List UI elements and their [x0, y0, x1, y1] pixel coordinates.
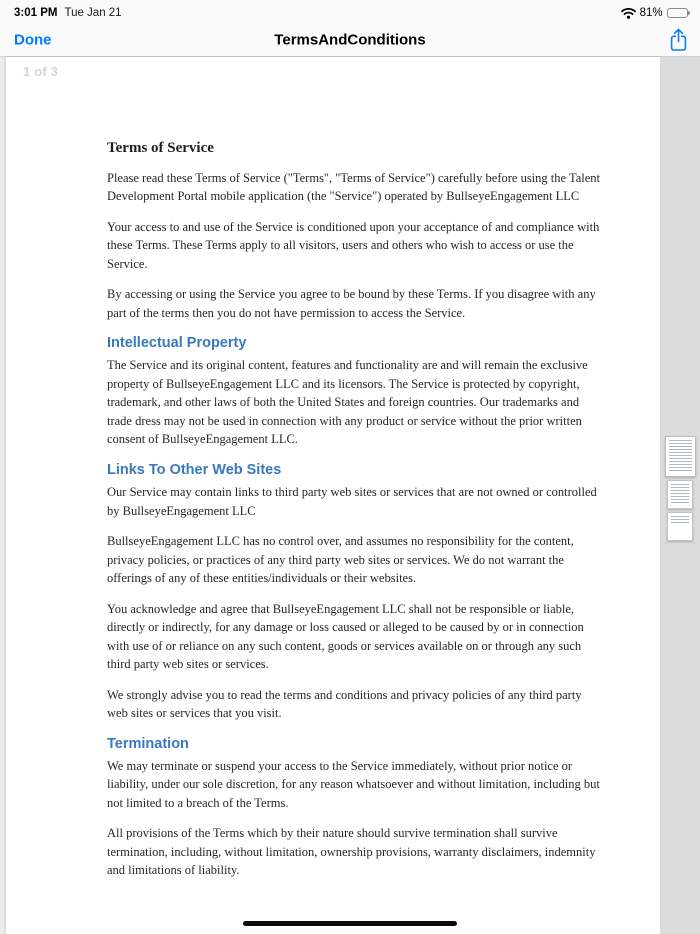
thumbnail-rail-list	[660, 436, 700, 541]
status-date: Tue Jan 21	[64, 7, 122, 19]
section-heading: Links To Other Web Sites	[107, 461, 282, 478]
thumbnail-text-preview	[671, 484, 689, 505]
top-chrome	[0, 0, 700, 56]
page-thumbnail-2[interactable]	[667, 480, 693, 509]
paragraph: BullseyeEngagement LLC has no control over, and assumes no responsibility for the content, privacy policies, or practices of any third party web sites or services. We do not warrant the offerings of any of these entities/individuals or their websites.	[107, 534, 574, 585]
status-left	[14, 7, 122, 19]
document-title: Terms of Service	[107, 140, 214, 156]
paragraph: Our Service may contain links to third party web sites or services that are not owned or controlled by BullseyeEngagement LLC	[107, 485, 597, 518]
paragraph: Your access to and use of the Service is conditioned upon your acceptance of and compliance with these Terms. These Terms apply to all visitors, users and others who wish to access or use the Service.	[107, 219, 600, 271]
nav-bar	[0, 24, 700, 56]
home-indicator[interactable]	[243, 921, 457, 926]
status-time: 3:01 PM	[14, 7, 58, 19]
nav-title: TermsAndConditions	[274, 31, 426, 49]
battery-percent-label: 81%	[639, 7, 663, 19]
document-page[interactable]	[6, 57, 660, 934]
share-icon	[669, 40, 688, 55]
share-button[interactable]	[669, 28, 688, 52]
battery-icon	[667, 8, 690, 19]
page-thumbnail-3[interactable]	[667, 512, 693, 541]
paragraph: You acknowledge and agree that BullseyeEngagement LLC shall not be responsible or liable, directly or indirectly, for any damage or loss caused or alleged to be caused by or in connection with use of or reliance on any such content, goods or services available on or through any such third party web sites or services.	[107, 601, 584, 671]
thumbnail-text-preview	[669, 440, 692, 473]
section-heading: Termination	[107, 735, 189, 752]
status-right	[621, 7, 690, 19]
wifi-icon	[621, 8, 636, 19]
paragraph: Please read these Terms of Service ("Terms", "Terms of Service") carefully before using the Talent Development Portal mobile application (the "Service") operated by BullseyeEngagement LLC	[107, 170, 601, 204]
thumbnail-rail[interactable]	[660, 57, 700, 934]
status-bar	[0, 0, 700, 24]
document-content	[107, 139, 604, 892]
section-heading: Intellectual Property	[107, 335, 247, 352]
paragraph: We may terminate or suspend your access to the Service immediately, without prior notice or liability, under our sole discretion, for any reason whatsoever and without limitation, including but not limited to a breach of the Terms.	[107, 758, 600, 810]
paragraph: By accessing or using the Service you agree to be bound by these Terms. If you disagree with any part of the terms then you do not have permission to access the Service.	[107, 287, 596, 320]
paragraph: We strongly advise you to read the terms and conditions and privacy policies of any third party web sites or services that you visit.	[107, 687, 582, 720]
document-viewer	[0, 56, 700, 934]
page-indicator: 1 of 3	[23, 64, 59, 79]
page-thumbnail-1[interactable]	[665, 436, 696, 477]
thumbnail-text-preview	[671, 516, 689, 523]
paragraph: The Service and its original content, features and functionality are and will remain the exclusive property of BullseyeEngagement LLC and its licensors. The Service is protected by copyright, trademark, and other laws of both the United States and foreign countries. Our trademarks and trade dress may not be used in connection with any product or service without the prior written consent of BullseyeEngagement LLC.	[107, 358, 588, 447]
done-button[interactable]: Done	[14, 31, 52, 49]
paragraph: All provisions of the Terms which by their nature should survive termination shall survive termination, including, without limitation, ownership provisions, warranty disclaimers, indemnity and limitations of liability.	[107, 826, 596, 878]
